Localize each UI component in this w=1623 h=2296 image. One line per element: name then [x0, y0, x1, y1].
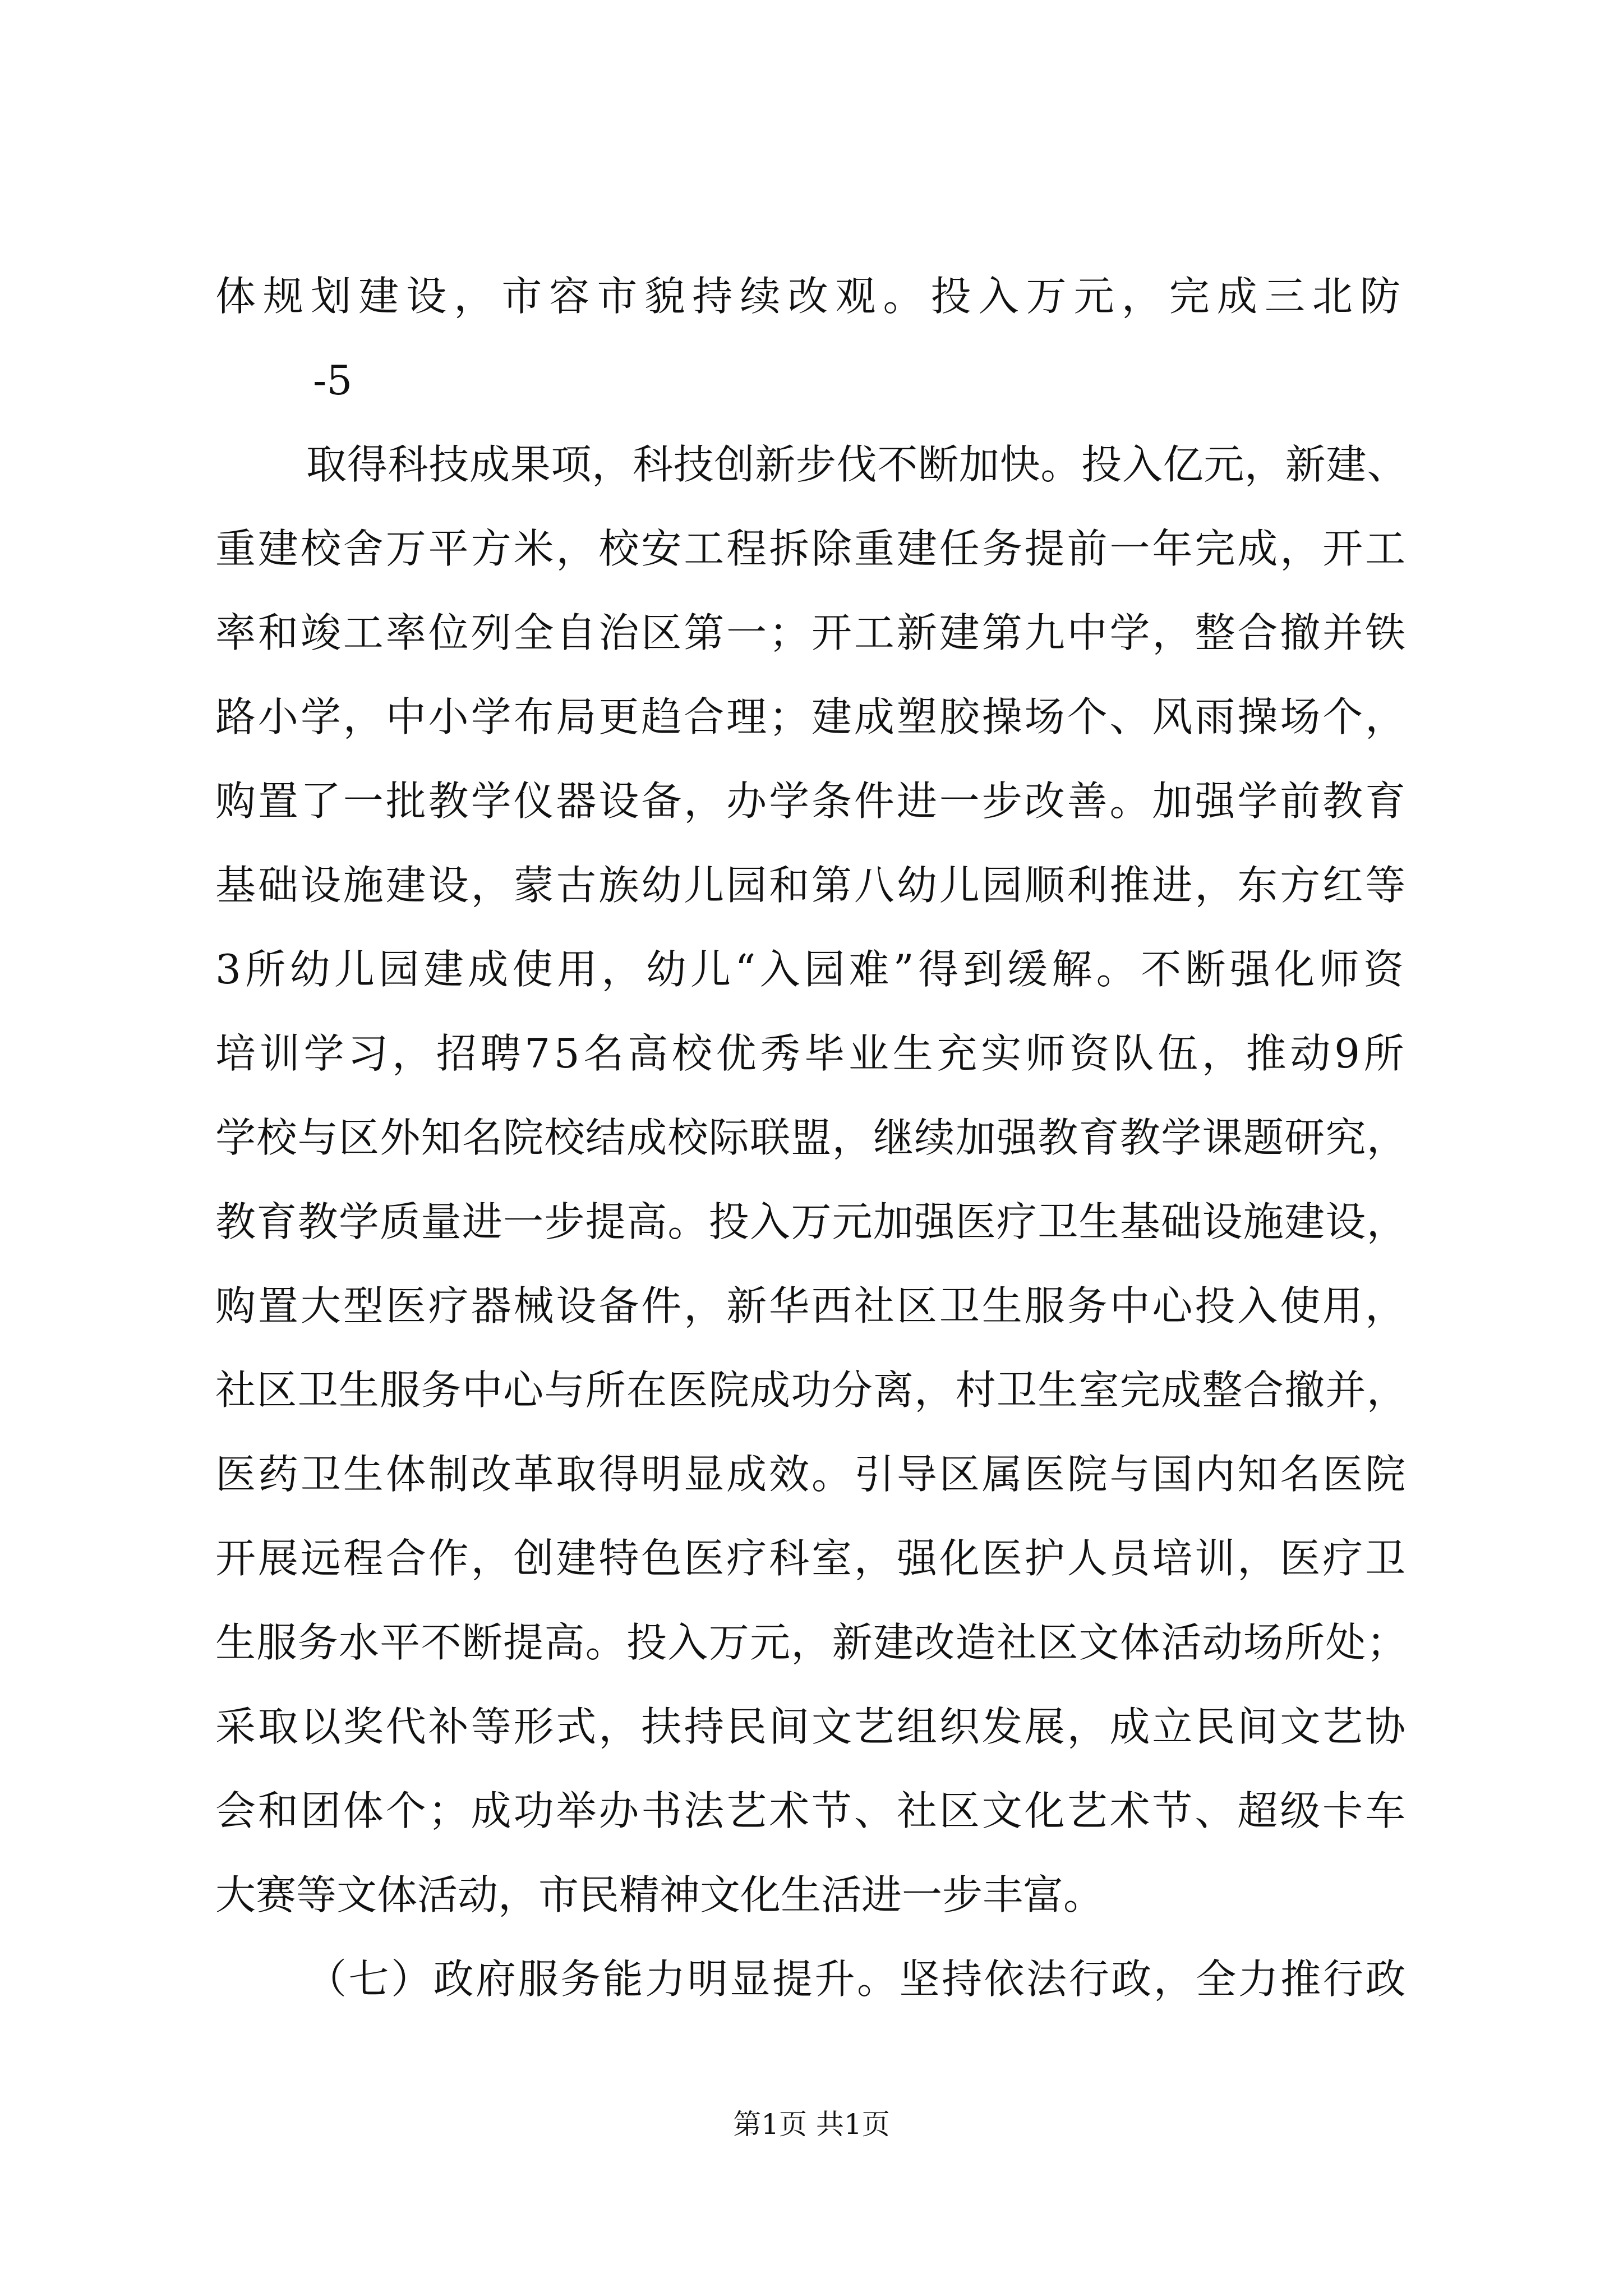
- text-line: 生服务水平不断提高。投入万元，新建改造社区文体活动场所处；: [215, 1619, 1408, 1666]
- text-line: 会和团体个；成功举办书法艺术节、社区文化艺术节、超级卡车: [215, 1787, 1408, 1834]
- text-line: 大赛等文体活动，市民精神文化生活进一步丰富。: [215, 1871, 1104, 1918]
- page-footer: 第1页 共1页: [733, 2108, 890, 2141]
- section-heading-line: （七）政府服务能力明显提升。坚持依法行政，全力推行政: [306, 1955, 1408, 2003]
- text-line: 路小学，中小学布局更趋合理；建成塑胶操场个、风雨操场个，: [215, 693, 1408, 740]
- text-line: 采取以奖代补等形式，扶持民间文艺组织发展，成立民间文艺协: [215, 1703, 1408, 1750]
- text-line: 体规划建设，市容市貌持续改观。投入万元，完成三北防: [215, 273, 1408, 320]
- text-line: 购置了一批教学仪器设备，办学条件进一步改善。加强学前教育: [215, 777, 1408, 825]
- text-line: 取得科技成果项，科技创新步伐不断加快。投入亿元，新建、: [306, 441, 1408, 488]
- text-line: 社区卫生服务中心与所在医院成功分离，村卫生室完成整合撤并，: [215, 1366, 1408, 1414]
- text-line: 医药卫生体制改革取得明显成效。引导区属医院与国内知名医院: [215, 1451, 1408, 1498]
- text-line: 开展远程合作，创建特色医疗科室，强化医护人员培训，医疗卫: [215, 1535, 1408, 1582]
- text-line: 率和竣工率位列全自治区第一；开工新建第九中学，整合撤并铁: [215, 609, 1408, 656]
- text-line: 购置大型医疗器械设备件，新华西社区卫生服务中心投入使用，: [215, 1282, 1408, 1329]
- text-line: 重建校舍万平方米，校安工程拆除重建任务提前一年完成，开工: [215, 525, 1408, 572]
- text-line: 学校与区外知名院校结成校际联盟，继续加强教育教学课题研究，: [215, 1114, 1408, 1161]
- text-line: 基础设施建设，蒙古族幼儿园和第八幼儿园顺利推进，东方红等: [215, 862, 1408, 909]
- page-number-marker: -5: [313, 357, 353, 404]
- text-line: 培训学习，招聘75名高校优秀毕业生充实师资队伍，推动9所: [215, 1030, 1408, 1077]
- text-line: 教育教学质量进一步提高。投入万元加强医疗卫生基础设施建设，: [215, 1198, 1408, 1245]
- text-line: 3所幼儿园建成使用，幼儿“入园难”得到缓解。不断强化师资: [215, 946, 1408, 993]
